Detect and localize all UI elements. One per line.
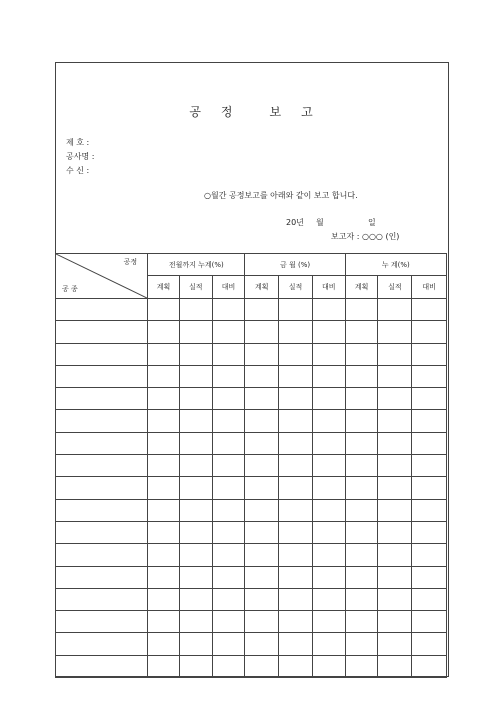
value-cell[interactable] <box>245 343 279 365</box>
category-cell[interactable] <box>56 655 148 677</box>
table-row <box>56 655 447 677</box>
value-cell[interactable] <box>245 432 279 454</box>
value-cell[interactable] <box>212 566 245 588</box>
group-header-previous: 전월까지 누계(%) <box>148 254 245 276</box>
value-cell[interactable] <box>312 455 345 477</box>
value-cell[interactable] <box>179 343 212 365</box>
value-cell[interactable] <box>245 365 279 387</box>
subheader-cell: 대비 <box>212 276 245 299</box>
value-cell[interactable] <box>148 299 180 321</box>
value-cell[interactable] <box>412 432 447 454</box>
subheader-cell: 계획 <box>345 276 378 299</box>
title-char: 고 <box>301 105 315 119</box>
title-char: 공 <box>189 105 203 119</box>
value-cell[interactable] <box>212 655 245 677</box>
value-cell[interactable] <box>212 611 245 633</box>
value-cell[interactable] <box>179 499 212 521</box>
value-cell[interactable] <box>312 566 345 588</box>
value-cell[interactable] <box>148 588 180 610</box>
category-cell[interactable] <box>56 388 148 410</box>
value-cell[interactable] <box>412 410 447 432</box>
value-cell[interactable] <box>345 633 378 655</box>
category-cell[interactable] <box>56 455 148 477</box>
value-cell[interactable] <box>279 299 313 321</box>
value-cell[interactable] <box>312 544 345 566</box>
value-cell[interactable] <box>245 521 279 543</box>
table-row <box>56 410 447 432</box>
value-cell[interactable] <box>412 655 447 677</box>
value-cell[interactable] <box>345 544 378 566</box>
value-cell[interactable] <box>312 365 345 387</box>
value-cell[interactable] <box>412 343 447 365</box>
value-cell[interactable] <box>148 321 180 343</box>
category-cell[interactable] <box>56 432 148 454</box>
value-cell[interactable] <box>179 321 212 343</box>
value-cell[interactable] <box>312 343 345 365</box>
value-cell[interactable] <box>212 410 245 432</box>
value-cell[interactable] <box>312 633 345 655</box>
category-cell[interactable] <box>56 365 148 387</box>
value-cell[interactable] <box>279 455 313 477</box>
value-cell[interactable] <box>412 321 447 343</box>
value-cell[interactable] <box>279 521 313 543</box>
value-cell[interactable] <box>345 410 378 432</box>
value-cell[interactable] <box>148 521 180 543</box>
value-cell[interactable] <box>245 455 279 477</box>
date-year: 20년 <box>286 218 304 227</box>
report-form <box>55 62 449 677</box>
value-cell[interactable] <box>279 477 313 499</box>
value-cell[interactable] <box>312 611 345 633</box>
value-cell[interactable] <box>412 388 447 410</box>
value-cell[interactable] <box>412 365 447 387</box>
category-cell[interactable] <box>56 611 148 633</box>
table-row <box>56 477 447 499</box>
value-cell[interactable] <box>312 410 345 432</box>
value-cell[interactable] <box>279 499 313 521</box>
value-cell[interactable] <box>279 566 313 588</box>
category-cell[interactable] <box>56 566 148 588</box>
category-cell[interactable] <box>56 588 148 610</box>
value-cell[interactable] <box>179 633 212 655</box>
value-cell[interactable] <box>378 566 412 588</box>
subheader-cell: 계획 <box>245 276 279 299</box>
subheader-cell: 계획 <box>148 276 180 299</box>
notice-text: ○월간 공정보고를 아래와 같이 보고 합니다. <box>204 191 358 200</box>
value-cell[interactable] <box>245 499 279 521</box>
table-row <box>56 521 447 543</box>
table-row <box>56 544 447 566</box>
subheader-cell: 실적 <box>179 276 212 299</box>
value-cell[interactable] <box>345 365 378 387</box>
table-row <box>56 588 447 610</box>
value-cell[interactable] <box>345 521 378 543</box>
value-cell[interactable] <box>378 477 412 499</box>
value-cell[interactable] <box>212 343 245 365</box>
value-cell[interactable] <box>279 388 313 410</box>
value-cell[interactable] <box>345 566 378 588</box>
category-cell[interactable] <box>56 299 148 321</box>
value-cell[interactable] <box>279 655 313 677</box>
value-cell[interactable] <box>179 477 212 499</box>
table-row <box>56 455 447 477</box>
date-month: 월 <box>316 218 324 227</box>
value-cell[interactable] <box>378 343 412 365</box>
value-cell[interactable] <box>279 343 313 365</box>
value-cell[interactable] <box>345 655 378 677</box>
page-title <box>56 103 448 120</box>
value-cell[interactable] <box>245 388 279 410</box>
value-cell[interactable] <box>378 611 412 633</box>
value-cell[interactable] <box>378 299 412 321</box>
table-row <box>56 611 447 633</box>
value-cell[interactable] <box>345 455 378 477</box>
value-cell[interactable] <box>345 321 378 343</box>
value-cell[interactable] <box>378 365 412 387</box>
value-cell[interactable] <box>245 633 279 655</box>
value-cell[interactable] <box>378 410 412 432</box>
value-cell[interactable] <box>412 633 447 655</box>
table-row <box>56 432 447 454</box>
value-cell[interactable] <box>345 611 378 633</box>
value-cell[interactable] <box>148 455 180 477</box>
value-cell[interactable] <box>412 499 447 521</box>
table-row <box>56 299 447 321</box>
subheader-cell: 실적 <box>378 276 412 299</box>
field-project-name: 공사명 : <box>66 152 95 161</box>
value-cell[interactable] <box>179 299 212 321</box>
value-cell[interactable] <box>212 299 245 321</box>
value-cell[interactable] <box>378 544 412 566</box>
value-cell[interactable] <box>148 499 180 521</box>
value-cell[interactable] <box>345 388 378 410</box>
value-cell[interactable] <box>245 566 279 588</box>
value-cell[interactable] <box>179 588 212 610</box>
value-cell[interactable] <box>245 299 279 321</box>
value-cell[interactable] <box>412 521 447 543</box>
value-cell[interactable] <box>412 455 447 477</box>
value-cell[interactable] <box>412 477 447 499</box>
table-row <box>56 343 447 365</box>
value-cell[interactable] <box>179 544 212 566</box>
value-cell[interactable] <box>345 299 378 321</box>
value-cell[interactable] <box>412 588 447 610</box>
category-cell[interactable] <box>56 321 148 343</box>
category-cell[interactable] <box>56 544 148 566</box>
value-cell[interactable] <box>212 633 245 655</box>
value-cell[interactable] <box>412 299 447 321</box>
value-cell[interactable] <box>148 477 180 499</box>
progress-table <box>55 253 447 678</box>
category-cell[interactable] <box>56 521 148 543</box>
table-row <box>56 499 447 521</box>
value-cell[interactable] <box>378 521 412 543</box>
value-cell[interactable] <box>245 410 279 432</box>
field-recipient: 수 신 : <box>66 166 90 175</box>
value-cell[interactable] <box>312 388 345 410</box>
value-cell[interactable] <box>212 588 245 610</box>
value-cell[interactable] <box>312 588 345 610</box>
value-cell[interactable] <box>279 321 313 343</box>
value-cell[interactable] <box>212 477 245 499</box>
value-cell[interactable] <box>412 611 447 633</box>
value-cell[interactable] <box>179 455 212 477</box>
value-cell[interactable] <box>312 655 345 677</box>
category-cell[interactable] <box>56 633 148 655</box>
value-cell[interactable] <box>378 499 412 521</box>
value-cell[interactable] <box>378 432 412 454</box>
value-cell[interactable] <box>179 410 212 432</box>
value-cell[interactable] <box>148 655 180 677</box>
value-cell[interactable] <box>345 432 378 454</box>
value-cell[interactable] <box>312 499 345 521</box>
value-cell[interactable] <box>279 544 313 566</box>
field-number: 제 호 : <box>66 138 90 147</box>
value-cell[interactable] <box>312 299 345 321</box>
value-cell[interactable] <box>179 365 212 387</box>
value-cell[interactable] <box>345 343 378 365</box>
value-cell[interactable] <box>378 388 412 410</box>
value-cell[interactable] <box>412 566 447 588</box>
value-cell[interactable] <box>378 655 412 677</box>
table-row <box>56 321 447 343</box>
value-cell[interactable] <box>179 566 212 588</box>
category-cell[interactable] <box>56 499 148 521</box>
value-cell[interactable] <box>245 477 279 499</box>
value-cell[interactable] <box>148 566 180 588</box>
value-cell[interactable] <box>378 588 412 610</box>
value-cell[interactable] <box>245 321 279 343</box>
value-cell[interactable] <box>148 365 180 387</box>
value-cell[interactable] <box>279 432 313 454</box>
value-cell[interactable] <box>212 365 245 387</box>
value-cell[interactable] <box>179 655 212 677</box>
value-cell[interactable] <box>312 521 345 543</box>
value-cell[interactable] <box>245 655 279 677</box>
value-cell[interactable] <box>148 388 180 410</box>
value-cell[interactable] <box>148 410 180 432</box>
value-cell[interactable] <box>245 544 279 566</box>
value-cell[interactable] <box>279 410 313 432</box>
value-cell[interactable] <box>378 321 412 343</box>
value-cell[interactable] <box>312 321 345 343</box>
value-cell[interactable] <box>148 343 180 365</box>
value-cell[interactable] <box>148 611 180 633</box>
value-cell[interactable] <box>279 633 313 655</box>
value-cell[interactable] <box>212 432 245 454</box>
value-cell[interactable] <box>279 365 313 387</box>
corner-label-category: 공 종 <box>62 285 78 293</box>
date-day: 일 <box>368 218 376 227</box>
group-header-current: 금 월 (%) <box>245 254 345 276</box>
value-cell[interactable] <box>179 388 212 410</box>
title-char: 정 <box>220 105 235 119</box>
value-cell[interactable] <box>378 455 412 477</box>
category-cell[interactable] <box>56 410 148 432</box>
category-cell[interactable] <box>56 477 148 499</box>
value-cell[interactable] <box>212 388 245 410</box>
value-cell[interactable] <box>212 455 245 477</box>
value-cell[interactable] <box>148 544 180 566</box>
group-header-cumulative: 누 계(%) <box>345 254 446 276</box>
subheader-cell: 대비 <box>312 276 345 299</box>
subheader-cell: 실적 <box>279 276 313 299</box>
value-cell[interactable] <box>212 544 245 566</box>
value-cell[interactable] <box>148 633 180 655</box>
corner-cell <box>56 254 148 299</box>
table-row <box>56 365 447 387</box>
reporter-line: 보고자 : ○○○ (인) <box>331 232 400 241</box>
value-cell[interactable] <box>148 432 180 454</box>
corner-label-process: 공정 <box>123 258 138 266</box>
value-cell[interactable] <box>312 432 345 454</box>
value-cell[interactable] <box>179 521 212 543</box>
value-cell[interactable] <box>179 432 212 454</box>
value-cell[interactable] <box>279 611 313 633</box>
table-row <box>56 566 447 588</box>
category-cell[interactable] <box>56 343 148 365</box>
value-cell[interactable] <box>345 499 378 521</box>
value-cell[interactable] <box>212 521 245 543</box>
value-cell[interactable] <box>312 477 345 499</box>
value-cell[interactable] <box>212 499 245 521</box>
value-cell[interactable] <box>279 588 313 610</box>
value-cell[interactable] <box>179 611 212 633</box>
table-row <box>56 633 447 655</box>
table-row <box>56 388 447 410</box>
value-cell[interactable] <box>345 588 378 610</box>
value-cell[interactable] <box>212 321 245 343</box>
value-cell[interactable] <box>378 633 412 655</box>
value-cell[interactable] <box>412 544 447 566</box>
subheader-cell: 대비 <box>412 276 447 299</box>
value-cell[interactable] <box>245 611 279 633</box>
value-cell[interactable] <box>345 477 378 499</box>
value-cell[interactable] <box>245 588 279 610</box>
title-char: 보 <box>269 105 284 119</box>
